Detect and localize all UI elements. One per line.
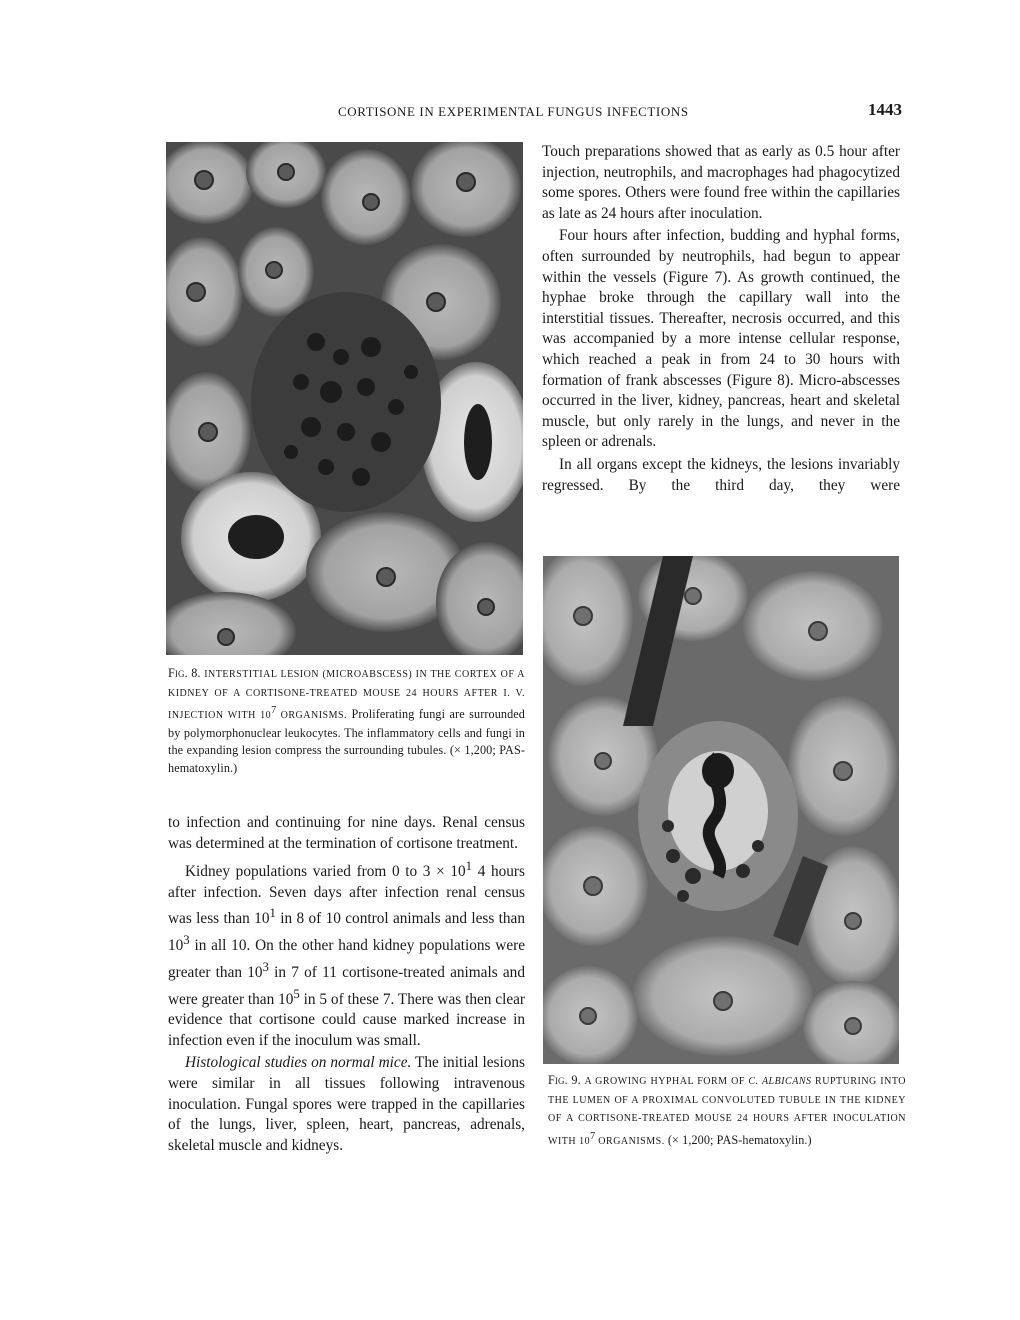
- paragraph-all-organs: In all organs except the kidneys, the lesions invariably regressed. By the third day, they were: [542, 455, 900, 494]
- figure-8-image: [166, 142, 523, 655]
- figure-9-micrograph: [543, 556, 899, 1064]
- histological-text: The initial lesions were similar in all tissues following intravenous inoculation. Fungal spores were trapped in the capillaries of the lungs, liver, spleen, heart, pancreas, adrenals, skeletal muscle and kidneys.: [168, 1054, 525, 1154]
- figure-8-title: INTERSTITIAL LESION (MICROABSCESS) IN THE CORTEX OF A KIDNEY OF A CORTISONE-TREATED MOUSE 24 HOURS AFTER I. V. INJECTION WITH 10: [168, 669, 525, 722]
- page-number: 1443: [868, 100, 902, 119]
- kidney-text-f: in 5 of these 7. There was then clear evidence that cortisone could cause marked increase in infection even if the inoculum was small.: [168, 990, 525, 1049]
- kidney-text-a: Kidney populations varied from 0 to 3 × 10: [185, 863, 466, 881]
- kidney-sup-5: 5: [293, 986, 300, 1001]
- figure-9-title: A GROWING HYPHAL FORM OF: [584, 1076, 749, 1087]
- figure-9-title-mid: RUPTURING INTO THE LUMEN OF A PROXIMAL CONVOLUTED TUBULE IN THE KIDNEY OF A CORTISONE-TREATED MOUSE 24 HOURS AFTER INOCULATION WITH 10: [548, 1076, 907, 1147]
- section-heading-histological: Histological studies on normal mice.: [185, 1054, 412, 1072]
- running-head: CORTISONE IN EXPERIMENTAL FUNGUS INFECTIONS: [338, 104, 689, 119]
- figure-8-exponent: 7: [271, 705, 277, 716]
- paragraph-kidney-populations: [168, 856, 525, 1051]
- paragraph-touch-preparations: Touch preparations showed that as early as 0.5 hour after injection, neutrophils, and macrophages had phagocytized some spores. Others were found free within the capillaries as late as 24 hours after inoculation.: [542, 143, 900, 222]
- kidney-text-b: 4 hours after infection. Seven days after infection renal census was less than 10: [168, 863, 525, 928]
- figure-8-caption-body: Proliferating fungi are surrounded by polymorphonuclear leukocytes. The inflammatory cells and fungi in the expanding lesion compress the surrounding tubules. (× 1,200; PAS-hematoxylin.): [168, 707, 525, 775]
- paragraph-histological-studies: [168, 1053, 525, 1156]
- figure-9-caption-body: (× 1,200; PAS-hematoxylin.): [664, 1132, 812, 1147]
- kidney-sup-4: 3: [262, 959, 269, 974]
- figure-8-micrograph: [166, 142, 523, 655]
- figure-9-title-end: ORGANISMS.: [595, 1135, 665, 1147]
- kidney-text-e: in 7 of 11 cortisone-treated animals and were greater than 10: [168, 963, 525, 1008]
- kidney-sup-3: 3: [183, 933, 190, 948]
- kidney-text-d: in all 10. On the other hand kidney populations were greater than 10: [168, 937, 525, 981]
- figure-9-exponent: 7: [590, 1130, 596, 1142]
- figure-9-caption: [548, 1072, 906, 1150]
- figure-9-species: C. ALBICANS: [748, 1076, 812, 1087]
- paragraph-continuation: to infection and continuing for nine days. Renal census was determined at the termination of cortisone treatment.: [168, 814, 525, 852]
- kidney-sup-2: 1: [269, 906, 276, 921]
- figure-8-caption: [168, 665, 525, 777]
- paragraph-four-hours: Four hours after infection, budding and hyphal forms, often surrounded by neutrophils, had begun to appear within the vessels (Figure 7). As growth continued, the hyphae broke through the capillary wall into the interstitial tissues. Thereafter, necrosis occurred, and this was accompanied by a more intense cellular response, which reached a peak in from 24 to 30 hours with formation of frank abscesses (Figure 8). Micro-abscesses occurred in the liver, kidney, pancreas, heart and skeletal muscle, but only rarely in the lungs, and never in the spleen or adrenals.: [542, 227, 900, 451]
- kidney-sup-1: 1: [465, 859, 473, 874]
- figure-9-image: [543, 556, 899, 1064]
- figure-8-title-end: ORGANISMS.: [276, 710, 348, 722]
- right-text-column: [542, 142, 900, 498]
- left-text-column: [168, 813, 525, 1158]
- kidney-text-c: in 8 of 10 control animals and less than 10: [168, 910, 525, 955]
- figure-9-label: Fig. 9.: [548, 1073, 581, 1087]
- figure-8-label: Fig. 8.: [168, 666, 201, 680]
